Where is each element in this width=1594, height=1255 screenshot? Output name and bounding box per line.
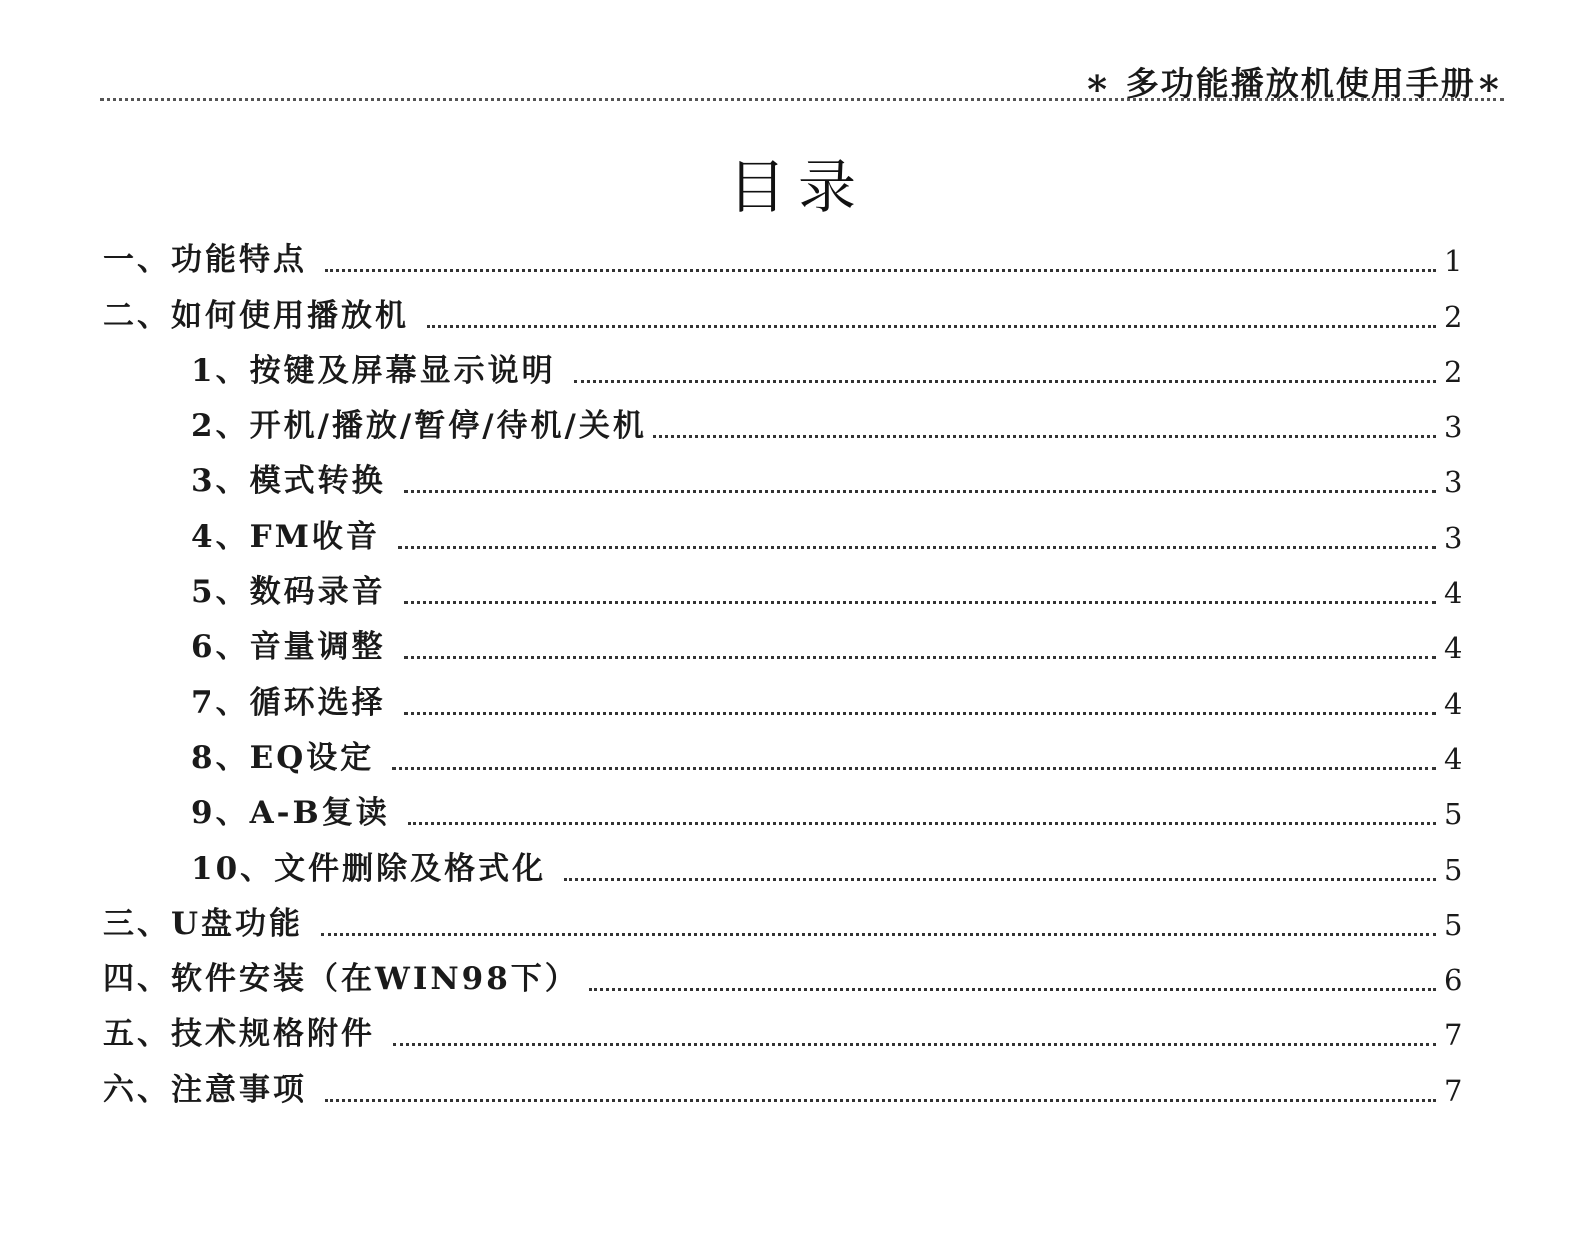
toc-entry[interactable] [103,897,1463,952]
page-title: 目录 [727,153,868,221]
toc-entry-label: 一、功能特点 [103,242,307,279]
toc-entry[interactable] [103,841,1463,896]
dot-leader [321,933,1436,936]
toc-entry-label: 10、文件删除及格式化 [191,850,547,887]
dot-leader [393,1043,1436,1046]
dot-leader [564,878,1436,881]
toc-entry-label: 3、模式转换 [191,463,386,500]
header-dotted-rule [100,98,1504,101]
manual-title: 多功能播放机使用手册 [1125,64,1476,103]
toc-entry-page: 7 [1444,1018,1463,1053]
dot-leader [404,490,1436,493]
toc-entry-page: 7 [1444,1073,1463,1108]
toc-entry-page: 4 [1444,631,1463,666]
dot-leader [325,269,1436,272]
dot-leader [653,435,1436,438]
dot-leader [398,546,1436,549]
dot-leader [404,601,1436,604]
toc-entry[interactable] [103,1062,1463,1117]
toc-entry-label: 4、FM收音 [191,518,380,555]
toc-entry-label: 7、循环选择 [191,684,386,721]
toc-entry-page: 4 [1444,576,1463,611]
toc-entry[interactable] [103,565,1463,620]
toc-entry[interactable] [103,1007,1463,1062]
toc-entry-page: 5 [1444,852,1463,887]
toc-entry[interactable] [103,675,1463,730]
toc-entry-label: 5、数码录音 [191,574,386,611]
toc-entry-label: 三、U盘功能 [103,905,304,942]
toc-entry[interactable] [103,344,1463,399]
toc-entry-label: 2、开机/播放/暂停/待机/关机 [191,408,647,445]
toc-entry-page: 3 [1444,465,1463,500]
dot-leader [408,822,1436,825]
star-icon: ∗ [1083,59,1113,104]
toc-entry[interactable] [103,786,1463,841]
dot-leader [325,1099,1436,1102]
toc-entry[interactable] [103,509,1463,564]
toc-entry-label: 9、A-B复读 [191,795,390,832]
dot-leader [392,767,1436,770]
toc-entry[interactable] [103,731,1463,786]
table-of-contents [103,233,1463,1118]
toc-entry-label: 1、按键及屏幕显示说明 [191,352,556,389]
toc-entry-page: 4 [1444,741,1463,776]
toc-entry[interactable] [103,233,1463,288]
dot-leader [427,325,1436,328]
toc-entry-page: 1 [1444,244,1463,279]
toc-entry-label: 二、如何使用播放机 [103,297,409,334]
toc-entry-page: 4 [1444,686,1463,721]
toc-entry[interactable] [103,952,1463,1007]
toc-entry-page: 5 [1444,907,1463,942]
toc-entry-page: 3 [1444,410,1463,445]
dot-leader [404,656,1436,659]
toc-entry-page: 2 [1444,354,1463,389]
toc-entry-page: 3 [1444,520,1463,555]
dot-leader [404,712,1436,715]
toc-entry-page: 5 [1444,797,1463,832]
toc-entry-label: 6、音量调整 [191,629,386,666]
toc-entry-label: 六、注意事项 [103,1071,307,1108]
toc-entry-label: 8、EQ设定 [191,739,375,776]
toc-entry-page: 2 [1444,299,1463,334]
toc-entry[interactable] [103,454,1463,509]
toc-entry-label: 五、技术规格附件 [103,1016,375,1053]
star-icon: ∗ [1475,59,1504,104]
toc-entry[interactable] [103,399,1463,454]
toc-entry-label: 四、软件安装（在WIN98下） [103,961,579,998]
toc-entry[interactable] [103,288,1463,343]
dot-leader [574,380,1436,383]
dot-leader [589,988,1436,991]
toc-entry[interactable] [103,620,1463,675]
toc-entry-page: 6 [1444,963,1463,998]
